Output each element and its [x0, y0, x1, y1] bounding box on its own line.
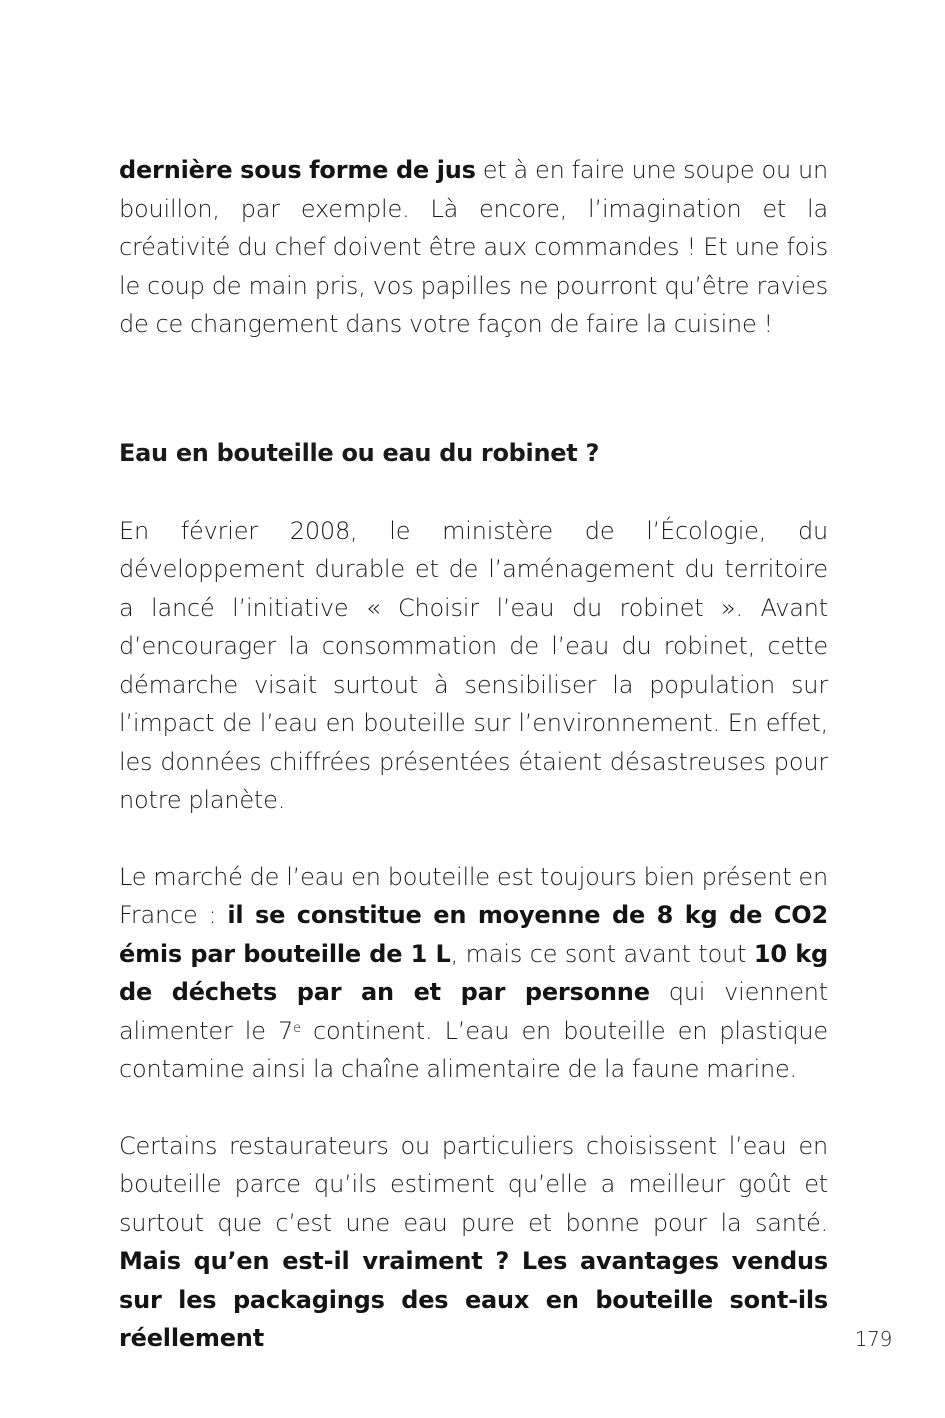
paragraph-3-text-1: Le marché de l’eau en bouteille est toujours bien présent en France :	[119, 862, 828, 929]
section-heading: Eau en bouteille ou eau du robinet ?	[119, 438, 600, 467]
paragraph-4-text: Certains restaurateurs ou particuliers choisissent l’eau en bouteille parce qu’ils estiment qu’elle a meilleur goût et surtout que c’est une eau pure et bonne pour la santé.	[119, 1131, 828, 1237]
paragraph-3-bold-1: il se constitue en moyenne de 8 kg de CO2 émis par bouteille de 1 L	[119, 901, 828, 968]
paragraph-4-bold: Mais qu’en est-il vraiment ? Les avantages vendus sur les packagings des eaux en bouteille sont-ils réellement	[119, 1247, 828, 1352]
page-content	[119, 151, 828, 1358]
paragraph-3-text-4: continent. L’eau en bouteille en plastique contamine ainsi la chaîne alimentaire de la faune marine.	[119, 1016, 828, 1083]
page-number: 179	[854, 1327, 892, 1351]
paragraph-3-text-2: , mais ce sont avant tout	[450, 939, 754, 968]
paragraph-1-text: et à en faire une soupe ou un bouillon, par exemple. Là encore, l’imagination et la créativité du chef doivent être aux commandes ! Et une fois le coup de main pris, vos papilles ne pourront qu’être ravies de ce changement dans votre façon de faire la cuisine !	[119, 156, 828, 338]
paragraph-1-bold: dernière sous forme de jus	[119, 156, 476, 184]
paragraph-3-text-3: qui viennent alimenter le 7	[119, 978, 829, 1045]
paragraph-4	[119, 1127, 828, 1358]
paragraph-1	[119, 151, 828, 344]
paragraph-3-bold-2: 10 kg de déchets par an et par personne	[119, 939, 829, 1006]
paragraph-2	[119, 512, 828, 820]
paragraph-3	[119, 858, 828, 1089]
superscript-e: e	[293, 1020, 301, 1036]
paragraph-2-text: En février 2008, le ministère de l’Écologie, du développement durable et de l’aménagement du territoire a lancé l’initiative « Choisir l’eau du robinet ». Avant d’encourager la consommation de l’eau du robinet, cette démarche visait surtout à sensibiliser la population sur l’impact de l’eau en bouteille sur l’environnement. En effet, les données chiffrées présentées étaient désastreuses pour notre planète.	[119, 516, 828, 814]
